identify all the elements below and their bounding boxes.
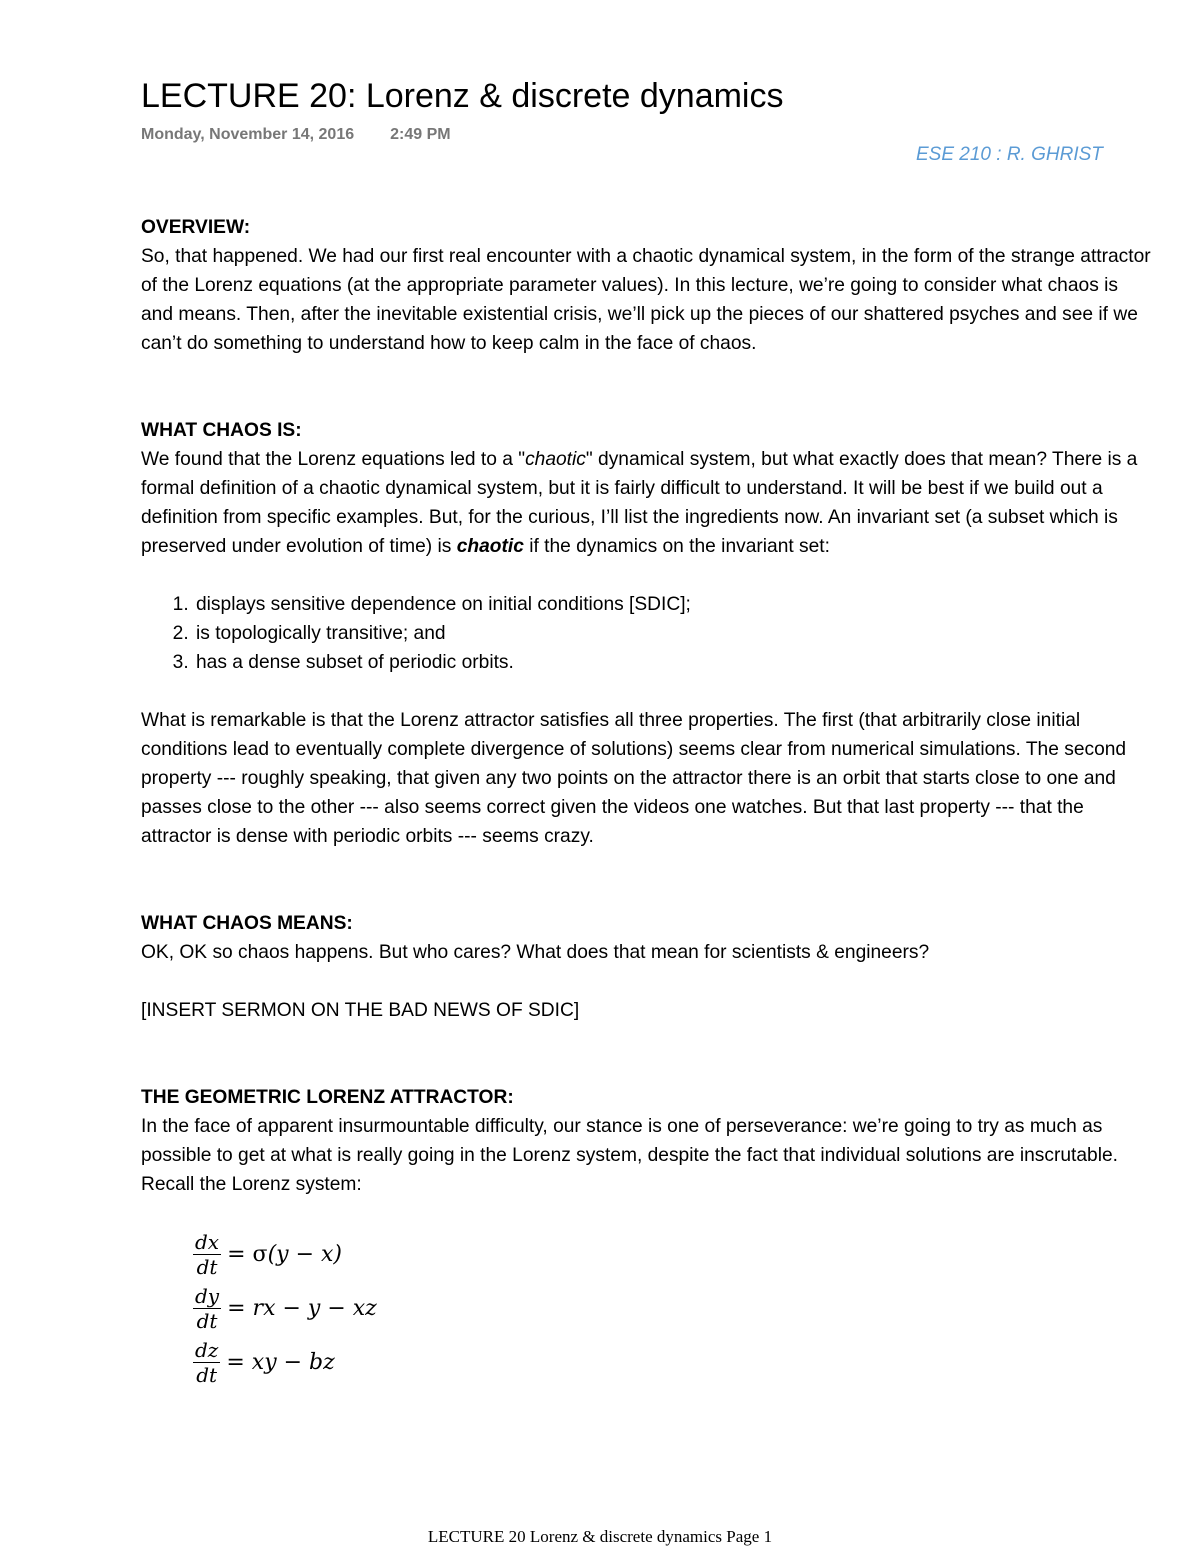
list-item: 3. has a dense subset of periodic orbits. (194, 648, 1151, 677)
overview-heading: OVERVIEW: (141, 217, 251, 238)
page-title: LECTURE 20: Lorenz & discrete dynamics (141, 77, 784, 115)
geometric-lorenz-paragraph: In the face of apparent insurmountable difficulty, our stance is one of perseverance: we’re going to try as much as possible to get at what is really going in the Lorenz system, despite the fact that individual solutions are inscrutable. Recall the Lorenz system: (141, 1116, 1118, 1195)
time-text: 2:49 PM (390, 126, 451, 143)
chaotic-term: chaotic (525, 449, 586, 470)
page-footer: LECTURE 20 Lorenz & discrete dynamics Page 1 (427, 1527, 773, 1546)
document-body (141, 213, 1151, 1389)
equation-dy: $\frac{dy}{dt}$ = rx − y − xz (195, 1283, 377, 1333)
timestamp (141, 126, 451, 144)
what-chaos-means-heading: WHAT CHAOS MEANS: (141, 913, 353, 934)
derivative-fraction: $\frac{dz}{dt}$ (195, 1337, 219, 1387)
list-item: 2. is topologically transitive; and (194, 619, 1151, 648)
chaos-definition-paragraph: We found that the Lorenz equations led to a "chaotic" dynamical system, but what exactly does that mean? There is a formal definition of a chaotic dynamical system, but it is fairly difficult to understand. It will be best if we build out a definition from specific examples. But, for the curious, I’ll list the ingredients now. An invariant set (a subset which is preserved under evolution of time) is chaotic if the dynamics on the invariant set: (141, 449, 1138, 557)
course-label: ESE 210 : R. GHRIST (916, 144, 1103, 165)
equation-dx: $\frac{dx}{dt}$ = σ(y − x) (195, 1229, 342, 1279)
equation-dz: $\frac{dz}{dt}$ = xy − bz (195, 1337, 335, 1387)
chaotic-defined-term: chaotic (456, 536, 524, 557)
what-chaos-is-heading: WHAT CHAOS IS: (141, 420, 302, 441)
lorenz-equations (193, 1227, 1151, 1389)
chaos-means-paragraph: OK, OK so chaos happens. But who cares? What does that mean for scientists & engineers? (141, 942, 930, 963)
date-text: Monday, November 14, 2016 (141, 126, 355, 143)
lorenz-properties-paragraph: What is remarkable is that the Lorenz attractor satisfies all three properties. The first (that arbitrarily close initial conditions lead to eventually complete divergence of solutions) seems clear from numerical simulations. The second property --- roughly speaking, that given any two points on the attractor there is an orbit that starts close to one and passes close to the other --- also seems correct given the videos one watches. But that last property --- that the attractor is dense with periodic orbits --- seems crazy. (141, 710, 1127, 847)
derivative-fraction: $\frac{dy}{dt}$ (195, 1283, 220, 1333)
geometric-lorenz-heading: THE GEOMETRIC LORENZ ATTRACTOR: (141, 1087, 514, 1108)
derivative-fraction: $\frac{dx}{dt}$ (195, 1229, 220, 1279)
sermon-placeholder: [INSERT SERMON ON THE BAD NEWS OF SDIC] (141, 1000, 580, 1021)
chaos-ingredients-list (141, 590, 1151, 677)
overview-paragraph: So, that happened. We had our first real encounter with a chaotic dynamical system, in the form of the strange attractor of the Lorenz equations (at the appropriate parameter values). In this lecture, we’re going to consider what chaos is and means. Then, after the inevitable existential crisis, we’ll pick up the pieces of our shattered psyches and see if we can’t do something to understand how to keep calm in the face of chaos. (141, 246, 1151, 354)
list-item: 1. displays sensitive dependence on initial conditions [SDIC]; (194, 590, 1151, 619)
